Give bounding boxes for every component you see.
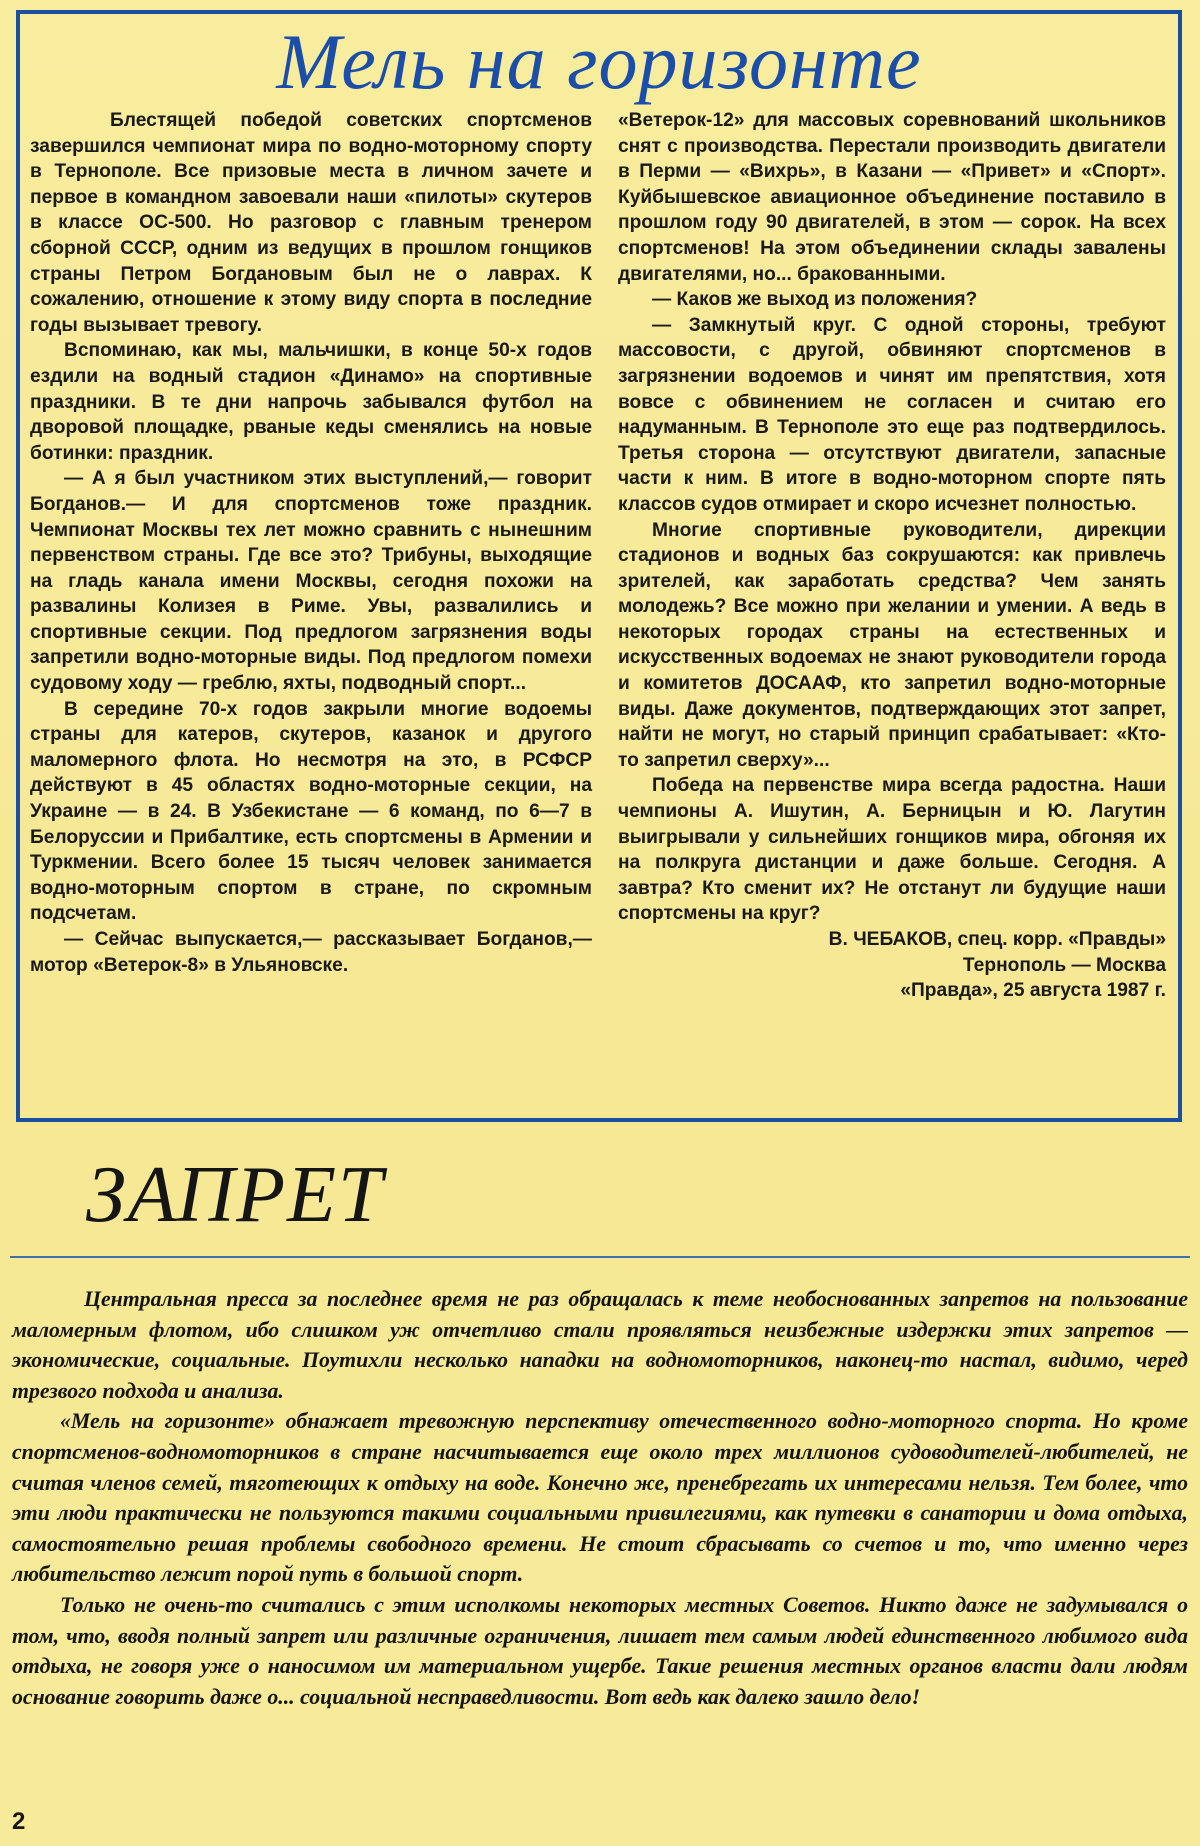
paragraph: Многие спортивные руководители, дирекции стадионов и водных баз сокрушаются: как привлечь зрителей, как заработать средства? Чем занять молодежь? Все можно при желании и умении. А ведь в некоторых городах страны на естественных и искусственных водоемах не знают руководители города и комитетов ДОСААФ, кто запретил водно-моторные виды. Даже документов, подтверждающих этот запрет, найти не могут, но старый принцип срабатывает: «Кто-то запретил сверху»...: [618, 519, 1166, 771]
byline: В. ЧЕБАКОВ, спец. корр. «Правды»: [828, 929, 1166, 950]
paragraph: Центральная пресса за последнее время не раз обращалась к теме необоснованных запретов на пользование маломерным флотом, ибо слишком уж отчетливо стали проявляться неизбежные издержки этих запретов — экономические, социальные. Поутихли несколько нападки на водномоторников, наконец-то настал, видимо, черед трезвого подхода и анализа.: [12, 1287, 1188, 1403]
left-column: [30, 108, 592, 978]
paragraph: — Замкнутый круг. С одной стороны, требуют массовости, с другой, обвиняют спортсменов в загрязнении водоемов и чинят им препятствия, хотя вовсе с обвинением не согласен и считаю его надуманным. В Тернополе это еще раз подтвердилось. Третья сторона — отсутствуют двигатели, запасные части к ним. В итоге в водно-моторном спорте пять классов судов отмирает и скоро исчезнет полностью.: [618, 314, 1166, 515]
paragraph: Победа на первенстве мира всегда радостна. Наши чемпионы А. Ишутин, А. Берницын и Ю. Лагутин выигрывали у сильнейших гонщиков мира, обгоняя их на полкруга дистанции и даже больше. Сегодня. А завтра? Кто сменит их? Не отстанут ли будущие наши спортсмены на круг?: [618, 775, 1166, 925]
article-title: Мель на горизонте: [276, 18, 922, 105]
paragraph: «Ветерок-12» для массовых соревнований школьников снят с производства. Перестали производить двигатели в Перми — «Вихрь», в Казани — «Привет» и «Спорт». Куйбышевское авиационное объединение поставило в прошлом году 90 двигателей, в этом — сорок. На всех спортсменов! На этом объединении склады завалены двигателями, но... бракованными.: [618, 110, 1166, 285]
page-number: 2: [12, 1808, 26, 1835]
source-citation: «Правда», 25 августа 1987 г.: [900, 980, 1166, 1002]
divider: [10, 1256, 1190, 1258]
paragraph: — А я был участником этих выступлений,— говорит Богданов.— И для спортсменов тоже праздник. Чемпионат Москвы тех лет можно сравнить с нынешним первенством страны. Где все это? Трибуны, выходящие на гладь канала имени Москвы, сегодня похожи на развалины Колизея в Риме. Увы, развалились и спортивные секции. Под предлогом загрязнения воды запретили водно-моторные виды. Под предлогом помехи судовому ходу — греблю, яхты, подводный спорт...: [30, 468, 592, 695]
editorial-text: [12, 1284, 1188, 1712]
paragraph: — Сейчас выпускается,— рассказывает Богданов,— мотор «Ветерок-8» в Ульяновске.: [30, 929, 592, 976]
paragraph: Только не очень-то считались с этим исполкомы некоторых местных Советов. Никто даже не задумывался о том, что, вводя полный запрет или различные ограничения, лишает тем самым людей единственного любимого вида отдыха, не говоря уже о наносимом им материальном ущербе. Такие решения местных органов власти дали людям основание говорить даже о... социальной несправедливости. Вот ведь как далеко зашло дело!: [12, 1592, 1188, 1709]
paragraph: Блестящей победой советских спортсменов завершился чемпионат мира по водно-моторному спорту в Тернополе. Все призовые места в личном зачете и первое в командном завоевали наши «пилоты» скутеров в классе ОС-500. Но разговор с главным тренером сборной СССР, одним из ведущих в прошлом гонщиков страны Петром Богдановым был не о лаврах. К сожалению, отношение к этому виду спорта в последние годы вызывает тревогу.: [30, 110, 592, 336]
right-column: [618, 108, 1166, 1004]
paragraph: — Каков же выход из положения?: [652, 289, 978, 311]
paragraph: «Мель на горизонте» обнажает тревожную перспективу отечественного водно-моторного спорта. Но кроме спортсменов-водномоторников в стране насчитывается еще около трех миллионов судоводителей-любителей, не считая членов семей, тяготеющих к отдыху на воде. Конечно же, пренебрегать их интересами нельзя. Тем более, что эти люди практически не пользуются такими социальными привилегиями, как путевки в санатории и дома отдыха, самостоятельно решая проблемы свободного времени. Не стоит сбрасывать со счетов и то, что именно через любительство лежит порой путь в большой спорт.: [12, 1409, 1188, 1587]
article-frame: [16, 10, 1182, 1122]
section-title: ЗАПРЕТ: [86, 1151, 385, 1239]
paragraph: Вспоминаю, как мы, мальчишки, в конце 50-х годов ездили на водный стадион «Динамо» на спортивные праздники. В те дни напрочь забывался футбол на дворовой площадке, рваные кеды сменялись на новые ботинки: праздник.: [30, 340, 592, 464]
dateline-place: Тернополь — Москва: [962, 954, 1166, 976]
paragraph: В середине 70-х годов закрыли многие водоемы страны для катеров, скутеров, казанок и другого маломерного флота. Но несмотря на это, в РСФСР действуют в 45 областях водно-моторные секции, на Украине — в 24. В Узбекистане — 6 команд, по 6—7 в Белоруссии и Прибалтике, есть спортсмены в Армении и Туркмении. Всего более 15 тысяч человек занимается водно-моторным спортом в стране, по скромным подсчетам.: [30, 698, 592, 925]
